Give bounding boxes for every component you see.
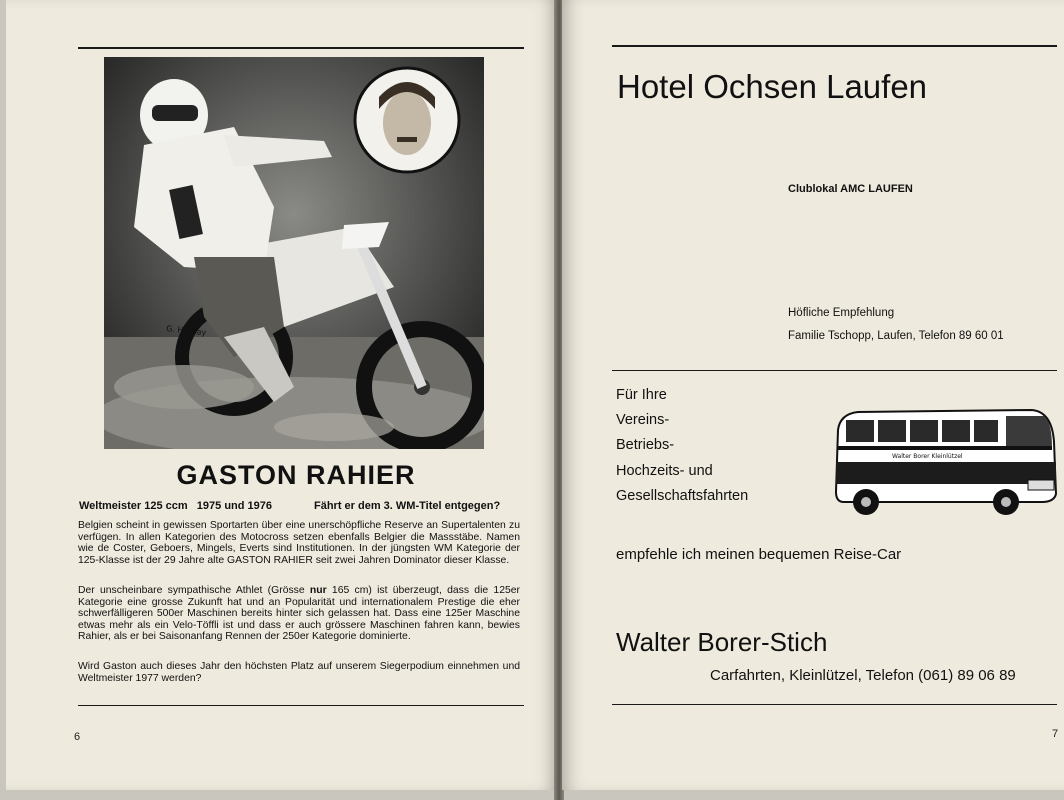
ad-line-2: Vereins-: [616, 412, 670, 428]
contact-line: Carfahrten, Kleinlützel, Telefon (061) 89 06 89: [710, 667, 1016, 684]
family-line: Familie Tschopp, Laufen, Telefon 89 60 01: [788, 330, 1004, 342]
left-page: [6, 0, 558, 790]
recommendation: Höfliche Empfehlung: [788, 307, 895, 319]
top-rule-right: [612, 45, 1057, 47]
subline-right: Fährt er dem 3. WM-Titel entgegen?: [314, 500, 501, 512]
middle-rule: [612, 370, 1057, 371]
page-number-right: 7: [1052, 728, 1059, 740]
bottom-rule-right: [612, 704, 1057, 705]
paragraph-2-part-1: Der unscheinbare sympathische Athlet (Grösse: [78, 585, 310, 596]
paragraph-2-part-2: 165 cm) ist überzeugt, dass die 125er Kategorie eine grosse Zukunft hat und an Popularität und internationalem Prestige die eher schwerfälligeren 500er Maschinen bereits hinter sich gelassen hat. Dass eine 125er Maschine etwas mehr als ein Velo-Töffli ist und dass er auch grössere Maschinen fahren kann, bewies Rahier, als er bei Saisonanfang Rennen der 250er Kategorie dominierte.: [78, 585, 520, 643]
bottom-rule: [78, 705, 524, 706]
ad-line-1: Für Ihre: [616, 387, 667, 403]
page-number-left: 6: [74, 731, 81, 743]
paragraph-2-bold: nur: [309, 585, 327, 596]
company-name: Walter Borer-Stich: [616, 627, 828, 657]
bus-label: Walter Borer Kleinlützel: [892, 453, 963, 460]
bus-illustration: [832, 402, 1058, 524]
article-title: GASTON RAHIER: [176, 460, 416, 490]
slogan: empfehle ich meinen bequemen Reise-Car: [616, 546, 902, 563]
hotel-title: Hotel Ochsen Laufen: [617, 68, 928, 105]
club-line: Clublokal AMC LAUFEN: [788, 183, 913, 195]
top-rule: [78, 47, 524, 49]
photo-credit: G. Hossay: [165, 324, 207, 338]
right-page: [562, 0, 1064, 790]
ad-line-5: Gesellschaftsfahrten: [616, 488, 749, 504]
paragraph-2: [78, 585, 520, 643]
paragraph-3: Wird Gaston auch dieses Jahr den höchsten Platz auf unserem Siegerpodium einnehmen und Weltmeister 1977 werden?: [78, 661, 520, 684]
ad-line-4: Hochzeits- und: [616, 463, 713, 479]
ad-line-3: Betriebs-: [616, 437, 675, 453]
rider-photo: [104, 57, 484, 449]
subline-left: Weltmeister 125 ccm 1975 und 1976: [79, 500, 273, 512]
paragraph-1: Belgien scheint in gewissen Sportarten über eine unerschöpfliche Reserve an Supertalenten zu verfügen. In allen Kategorien des Motocross setzen ebenfalls Belgier die Massstäbe. Namen wie de Coster, Geboers, Mingels, Everts sind Institutionen. In der jüngsten WM Kategorie der 125-Klasse ist der 29 Jahre alte GASTON RAHIER seit zwei Jahren Dominator dieser Klasse.: [78, 520, 520, 566]
